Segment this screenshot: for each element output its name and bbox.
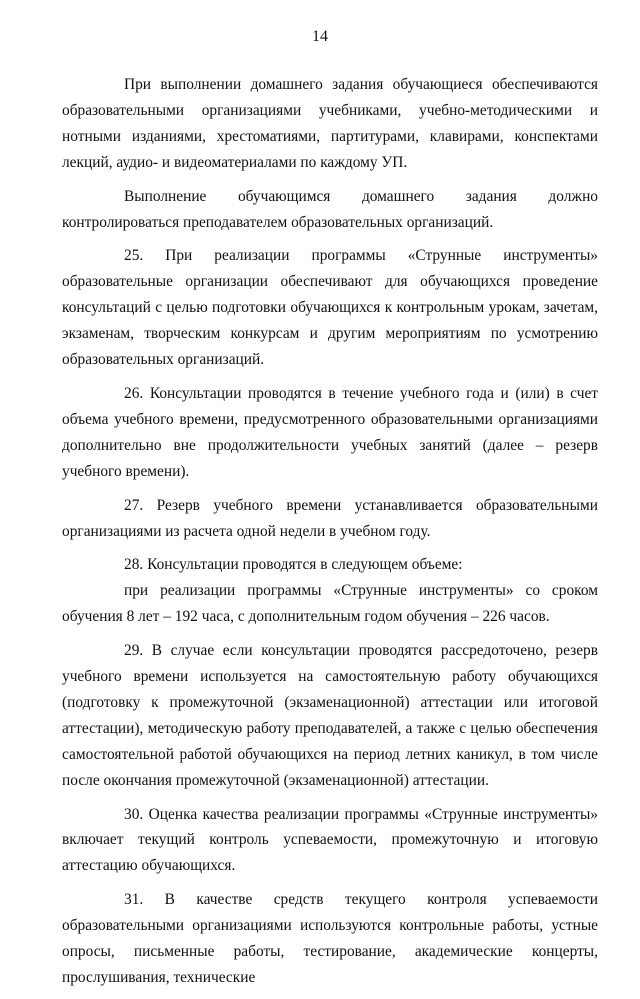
document-body: [62, 72, 598, 999]
paragraph-27-reserve-time: 27. Резерв учебного времени устанавливается образовательными организациями из расчета одной недели в учебном году.: [62, 496, 598, 540]
paragraph-31-current-control: 31. В качестве средств текущего контроля успеваемости образовательными организациями используются контрольные работы, устные опросы, письменные работы, тестирование, академические концерты, прослушивания, технические: [62, 891, 598, 986]
paragraph-homework-materials: При выполнении домашнего задания обучающиеся обеспечиваются образовательными организациями учебниками, учебно-методическими и нотными изданиями, хрестоматиями, партитурами, клавирами, конспектами лекций, аудио- и видеоматериалами по каждому УП.: [62, 76, 598, 171]
paragraph-28-hours: при реализации программы «Струнные инструменты» со сроком обучения 8 лет – 192 часа, с дополнительным годом обучения – 226 часов.: [62, 582, 598, 626]
paragraph-28-consultation-volume: 28. Консультации проводятся в следующем объеме:: [124, 556, 463, 574]
paragraph-homework-control: Выполнение обучающимся домашнего задания должно контролироваться преподавателем образовательных организаций.: [62, 187, 598, 231]
paragraph-26-consultation-time: 26. Консультации проводятся в течение учебного года и (или) в счет объема учебного времени, предусмотренного образовательными организациями дополнительно вне продолжительности учебных занятий (далее – резерв учебного времени).: [62, 384, 598, 480]
page-number: 14: [312, 28, 328, 45]
paragraph-30-quality-assessment: 30. Оценка качества реализации программы «Струнные инструменты» включает текущий контроль успеваемости, промежуточную и итоговую аттестацию обучающихся.: [62, 805, 598, 875]
paragraph-29-distributed-consultations: 29. В случае если консультации проводятся рассредоточено, резерв учебного времени используется на самостоятельную работу обучающихся (подготовку к промежуточной (экзаменационной) аттестации или итоговой аттестации), методическую работу преподавателей, а также с целью обеспечения самостоятельной работой обучающихся на период летних каникул, в том числе после окончания промежуточной (экзаменационной) аттестации.: [62, 642, 598, 789]
paragraph-25-consultations: 25. При реализации программы «Струнные инструменты» образовательные организации обеспечивают для обучающихся проведение консультаций с целью подготовки обучающихся к контрольным урокам, зачетам, экзаменам, творческим конкурсам и другим мероприятиям по усмотрению образовательных организаций.: [62, 247, 598, 369]
